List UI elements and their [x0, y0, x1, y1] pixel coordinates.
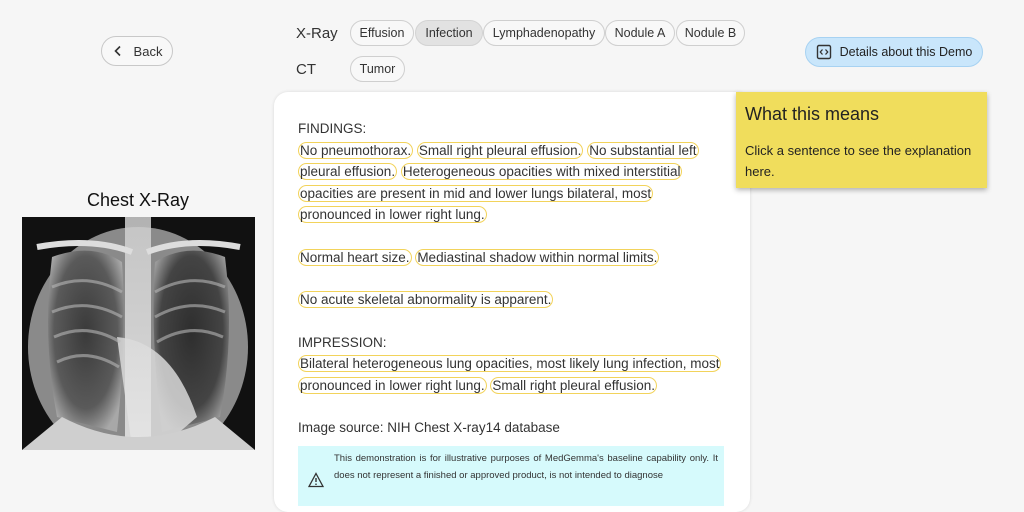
- report-sentence[interactable]: No substantial left pleural effusion.: [300, 142, 697, 179]
- report-sentence[interactable]: Heterogeneous opacities with mixed interstitial opacities are present in mid and lower lungs bilateral, most pronounced in lower right lung.: [300, 164, 681, 222]
- xray-modality-label: X-Ray: [296, 25, 338, 42]
- explanation-body: Click a sentence to see the explanation here.: [745, 143, 972, 179]
- impression-paragraph: [298, 353, 722, 396]
- details-button-label: Details about this Demo: [839, 45, 973, 59]
- report-sentence[interactable]: No pneumothorax.: [300, 142, 412, 158]
- back-button-label: Back: [133, 43, 163, 59]
- report-sentence[interactable]: Small right pleural effusion.: [418, 142, 582, 158]
- impression-heading: IMPRESSION:: [298, 334, 387, 350]
- skeletal-paragraph: [298, 289, 722, 311]
- image-panel-title: Chest X-Ray: [86, 190, 190, 210]
- chip-nodule-b[interactable]: Nodule B: [676, 20, 745, 46]
- chip-effusion[interactable]: Effusion: [350, 20, 414, 46]
- chip-nodule-a[interactable]: Nodule A: [605, 20, 675, 46]
- disclaimer-text: This demonstration is for illustrative purposes of MedGemma's baseline capability only. It does not represent a finished or approved product, is not intended to diagnose: [334, 453, 718, 481]
- chip-lymphadenopathy[interactable]: Lymphadenopathy: [483, 20, 605, 46]
- report-sentence[interactable]: No acute skeletal abnormality is apparent.: [300, 292, 552, 307]
- chest-xray-image: [22, 217, 255, 450]
- explanation-panel: [736, 92, 987, 188]
- disclaimer-box: [298, 446, 724, 506]
- report-sentence[interactable]: Bilateral heterogeneous lung opacities, most likely lung infection, most pronounced in lower right lung.: [300, 356, 720, 393]
- report-sentence[interactable]: Normal heart size.: [300, 249, 410, 265]
- warning-icon: [308, 472, 324, 488]
- chevron-left-icon: [112, 45, 124, 57]
- radiology-report: [298, 118, 722, 439]
- explanation-title: What this means: [745, 104, 880, 124]
- code-icon: [816, 44, 832, 60]
- chip-infection[interactable]: Infection: [415, 20, 483, 46]
- findings-heading: FINDINGS:: [298, 121, 367, 136]
- chip-tumor[interactable]: Tumor: [350, 56, 405, 82]
- details-about-demo-button[interactable]: [805, 37, 983, 67]
- report-sentence[interactable]: Mediastinal shadow within normal limits.: [417, 249, 658, 265]
- findings-paragraph: [298, 140, 722, 226]
- report-sentence[interactable]: Small right pleural effusion.: [492, 377, 655, 393]
- back-button[interactable]: [101, 36, 173, 66]
- image-source-text: Image source: NIH Chest X-ray14 database: [298, 420, 560, 435]
- ct-modality-label: CT: [296, 61, 316, 78]
- heart-paragraph: [298, 247, 722, 269]
